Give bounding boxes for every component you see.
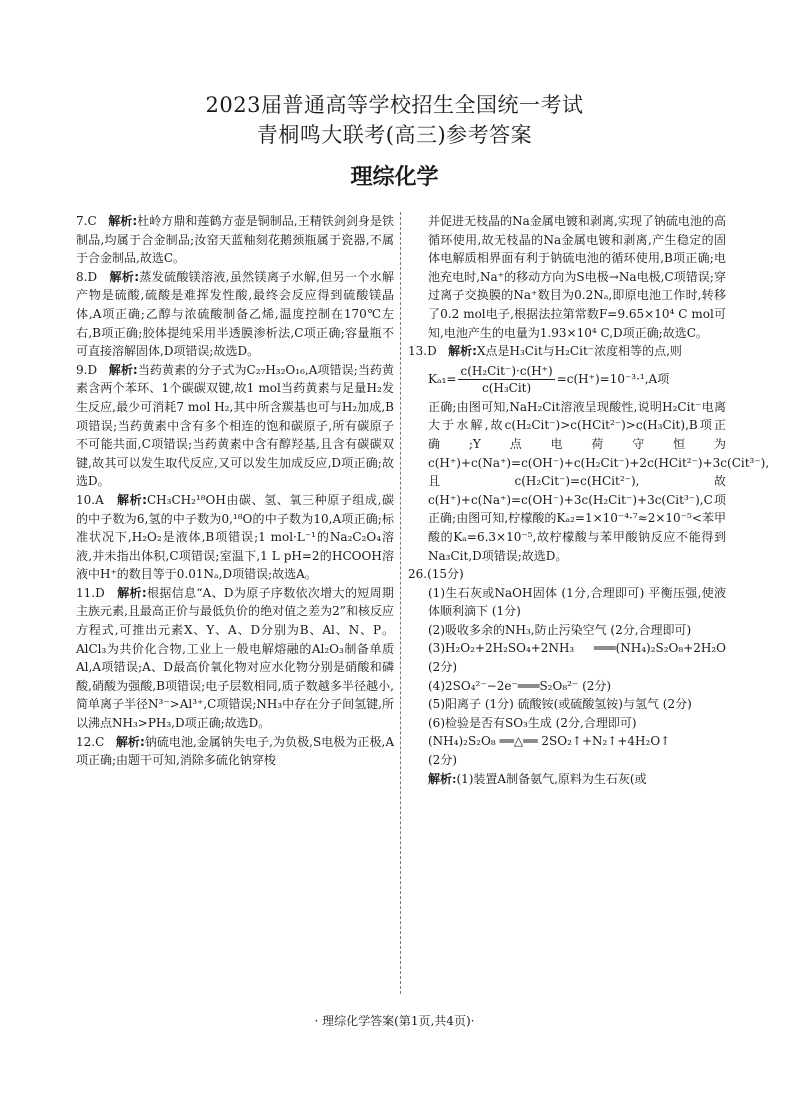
right-column xyxy=(408,212,770,788)
ka-equation xyxy=(408,363,726,396)
q26-part3: (3)H₂O₂+2H₂SO₄+2NH₃ ═══(NH₄)₂S₂O₈+2H₂O (2分) xyxy=(428,641,726,675)
q26-equation: (NH₄)₂S₂O₈ ══△══ 2SO₂↑+N₂↑+4H₂O↑ xyxy=(428,734,671,749)
answer-q11 xyxy=(76,584,394,733)
ka-lhs: Kₐ₁= xyxy=(428,371,457,386)
q26-part4: (4)2SO₄²⁻−2e⁻═══S₂O₈²⁻ (2分) xyxy=(428,678,612,693)
analysis-label: 解析: xyxy=(448,344,477,359)
analysis-label: 解析: xyxy=(115,734,145,749)
analysis-label: 解析: xyxy=(428,771,457,786)
analysis-text: 当药黄素的分子式为C₂₇H₃₂O₁₆,A项错误;当药黄素含两个苯环、1个碳碳双键,故1 mol当药黄素与足量H₂发生反应,最少可消耗7 mol H₂,其中所含羰基也可与H₂加成,B项错误;当药黄素中含有多个相连的饱和碳原子,所有碳原子不可能共面,C项错误;当药黄素中含有醇羟基,且含有碳碳双键,故其可以发生取代反应,又可以发生加成反应,D项正确;故选D。 xyxy=(76,362,394,489)
answer-q13 xyxy=(408,342,726,361)
analysis-label: 解析: xyxy=(116,492,147,507)
q26-part1: (1)生石灰或NaOH固体 (1分,合理即可) 平衡压强,使液体顺利滴下 (1分) xyxy=(428,585,726,619)
answer-q7 xyxy=(76,212,394,268)
question-number: 8.D xyxy=(76,269,98,284)
answer-q13-text: 正确;由图可知,NaH₂Cit溶液呈现酸性,说明H₂Cit⁻电离大于水解,故c(H₂Cit⁻)>c(HCit²⁻)>c(H₃Cit),B项正确;Y点电荷守恒为c(H⁺)+c(Na⁺)=c(OH⁻)+c(H₂Cit⁻)+2c(HCit²⁻)+3c(Cit³⁻),且c(H₂Cit⁻)=c(HCit²⁻),故c(H⁺)+c(Na⁺)=c(OH⁻)+3c(H₂Cit⁻)+3c(Cit³⁻),C项正确;由图可知,柠檬酸的Kₐ₂=1×10⁻⁴·⁷≈2×10⁻⁵<苯甲酸的Kₐ=6.3×10⁻⁵,故柠檬酸与苯甲酸钠反应不能得到Na₃Cit,D项错误;故选D。 xyxy=(428,399,770,563)
question-number: 7.C xyxy=(76,214,97,228)
answer-q10 xyxy=(76,491,394,584)
question-score: (15分) xyxy=(427,567,464,582)
question-number: 13.D xyxy=(408,344,437,359)
analysis-text: 钠硫电池,金属钠失电子,为负极,S电极为正极,A项正确;由题干可知,消除多硫化钠穿梭 xyxy=(76,734,394,768)
ka-rhs: =c(H⁺)=10⁻³·¹,A项 xyxy=(556,371,670,386)
q26-analysis xyxy=(408,770,726,789)
analysis-text: CH₃CH₂¹⁸OH由碳、氢、氧三种原子组成,碳的中子数为6,氢的中子数为0,¹⁸O的中子数为10,A项正确;标准状况下,H₂O₂是液体,B项错误;1 mol·L⁻¹的Na₂C₂O₄溶液,并未指出体积,C项错误;室温下,1 L pH=2的HCOOH溶液中H⁺的数目等于0.01Nₐ,D项错误;故选A。 xyxy=(76,492,394,582)
answer-q12 xyxy=(76,733,394,770)
column-divider xyxy=(400,212,401,994)
answer-q9 xyxy=(76,361,394,491)
page-footer: · 理综化学答案(第1页,共4页)· xyxy=(314,1014,475,1028)
question-number: 11.D xyxy=(76,585,105,600)
subject-title: 理综化学 xyxy=(350,165,439,190)
question-number: 9.D xyxy=(76,362,98,377)
question-number: 10.A xyxy=(76,492,104,507)
analysis-label: 解析: xyxy=(108,362,138,377)
answer-q8 xyxy=(76,268,394,361)
analysis-text: 杜岭方鼎和莲鹤方壶是铜制品,王精铁剑剑身是铁制品,均属于合金制品;汝窑天蓝釉刻花鹅颈瓶属于瓷器,不属于合金制品,故选C。 xyxy=(76,214,394,266)
analysis-text: 根据信息“A、D为原子序数依次增大的短周期主族元素,且最高正价与最低负价的绝对值之差为2”和核反应方程式,可推出元素X、Y、A、D分别为B、Al、N、P。AlCl₃为共价化合物,工业上一般电解熔融的Al₂O₃制备单质Al,A项错误;A、D最高价氧化物对应水化物分别是硝酸和磷酸,硝酸为强酸,B项错误;电子层数相同,质子数越多半径越小,简单离子半径N³⁻>Al³⁺,C项错误;NH₃中存在分子间氢键,所以沸点NH₃>PH₃,D项正确;故选D。 xyxy=(76,585,394,731)
question-number: 26. xyxy=(408,567,428,582)
exam-title: 2023届普通高等学校招生全国统一考试 xyxy=(205,93,584,117)
q26-part5: (5)阳离子 (1分) 硫酸铵(或硫酸氢铵)与氢气 (2分) xyxy=(428,697,692,712)
ka-denominator: c(H₃Cit) xyxy=(481,380,532,395)
ka-numerator: c(H₂Cit⁻)·c(H⁺) xyxy=(460,363,553,378)
analysis-text: (1)装置A制备氨气,原料为生石灰(或 xyxy=(456,771,647,786)
ka-fraction xyxy=(458,363,554,396)
analysis-text: 蒸发硫酸镁溶液,虽然镁离子水解,但另一个水解产物是硫酸,硫酸是难挥发性酸,最终会反应得到硫酸镁晶体,A项正确;乙醇与浓硫酸制备乙烯,温度控制在170℃左右,B项正确;胶体提纯采用半透膜渗析法,C项正确;容量瓶不可直接溶解固体,D项错误;故选D。 xyxy=(76,269,394,359)
q26-part2: (2)吸收多余的NH₃,防止污染空气 (2分,合理即可) xyxy=(428,622,692,637)
exam-subtitle: 青桐鸣大联考(高三)参考答案 xyxy=(256,123,533,147)
answer-q12-continued: 并促进无枝晶的Na金属电镀和剥离,实现了钠硫电池的高循环使用,故无枝晶的Na金属电镀和剥离,产生稳定的固体电解质相界面有利于钠硫电池的循环使用,B项正确;电池充电时,Na⁺的移动方向为S电极→Na电极,C项错误;穿过离子交换膜的Na⁺数目为0.2Nₐ,即原电池工作时,转移了0.2 mol电子,根据法拉第常数F=9.65×10⁴ C mol可知,电池产生的电量为1.93×10⁴ C,D项正确;故选C。 xyxy=(428,214,726,340)
document-header xyxy=(0,90,789,150)
q26-part6: (6)检验是否有SO₃生成 (2分,合理即可) xyxy=(428,715,637,730)
question-number: 12.C xyxy=(76,734,105,749)
analysis-label: 解析: xyxy=(117,585,147,600)
analysis-label: 解析: xyxy=(109,269,139,284)
analysis-text: X点是H₃Cit与H₂Cit⁻浓度相等的点,则 xyxy=(476,344,682,359)
left-column xyxy=(76,212,394,770)
q26-score: (2分) xyxy=(428,753,457,768)
answer-q26 xyxy=(408,565,726,584)
analysis-label: 解析: xyxy=(108,214,138,228)
